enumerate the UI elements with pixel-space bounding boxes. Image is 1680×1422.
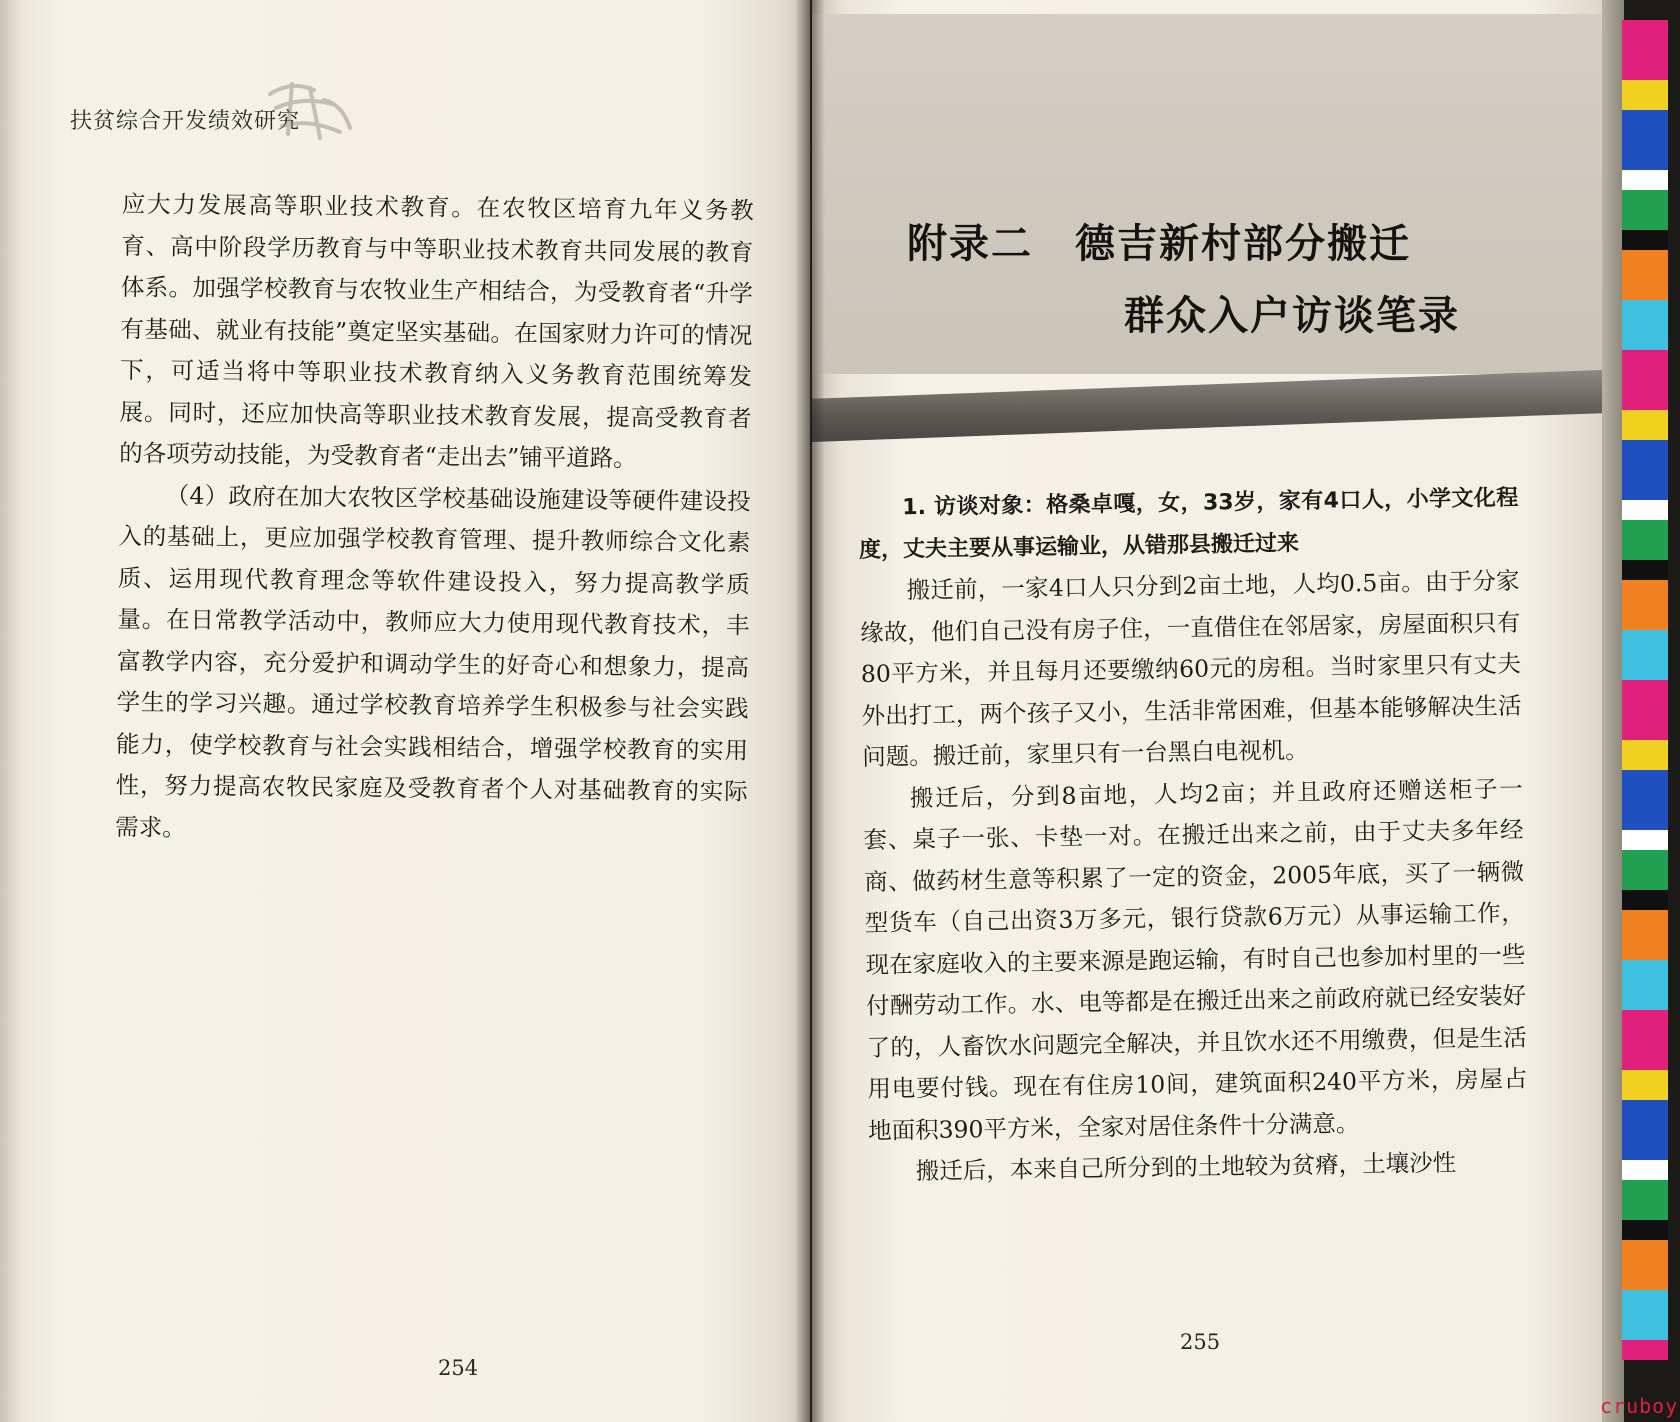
- right-page: [812, 0, 1602, 1422]
- paragraph: 应大力发展高等职业技术教育。在农牧区培育九年义务教育、高中阶段学历教育与中等职业技术教育共同发展的教育体系。加强学校教育与农牧业生产相结合，为受教育者“升学有基础、就业有技能”奠定坚实基础。在国家财力许可的情况下，可适当将中等职业技术教育纳入义务教育范围统筹发展。同时，还应加快高等职业技术教育发展，提高受教育者的各项劳动技能，为受教育者“走出去”铺平道路。: [119, 189, 754, 473]
- appendix-title-line-2: 群众入户访谈笔录: [1124, 293, 1460, 339]
- appendix-title-line-1: 附录二 德吉新村部分搬迁: [907, 221, 1411, 267]
- left-body-text: [115, 184, 754, 855]
- watermark: cruboy: [1600, 1394, 1679, 1418]
- paragraph: 搬迁后，本来自己所分到的土地较为贫瘠，土壤沙性: [915, 1148, 1457, 1186]
- right-body-text: [858, 478, 1529, 1194]
- book-spine-shadow: [795, 0, 825, 1422]
- running-head: 扶贫综合开发绩效研究: [70, 109, 301, 134]
- page-number-left: 254: [438, 1356, 479, 1380]
- paragraph: 搬迁后，分到8亩地，人均2亩；并且政府还赠送柜子一套、桌子一张、卡垫一对。在搬迁出来之前，由于丈夫多年经商、做药材生意等积累了一定的资金，2005年底，买了一辆微型货车（自己出资3万多元，银行贷款6万元）从事运输工作，现在家庭收入的主要来源是跑运输，有时自己也参加村里的一些付酬劳动工作。水、电等都是在搬迁出来之前政府就已经安装好了的，人畜饮水问题完全解决，并且饮水还不用缴费，但是生活用电要付钱。现在有住房10间，建筑面积240平方米，房屋占地面积390平方米，全家对居住条件十分满意。: [863, 774, 1528, 1145]
- color-calibration-strip: [1622, 20, 1668, 1360]
- paragraph: 搬迁前，一家4口人只分到2亩土地，人均0.5亩。由于分家缘故，他们自己没有房子住，一直借住在邻居家，房屋面积只有80平方米，并且每月还要缴纳60元的房租。当时家里只有丈夫外出打工，两个孩子又小，生活非常困难，但基本能够解决生活问题。搬迁前，家里只有一台黑白电视机。: [860, 566, 1522, 771]
- left-page: [0, 0, 810, 1422]
- banner-diagonal-stripe: [812, 370, 1602, 442]
- paragraph: （4）政府在加大农牧区学校基础设施建设等硬件建设投入的基础上，更应加强学校教育管理、提升教师综合文化素质、运用现代教育理念等软件建设投入，努力提高教学质量。在日常教学活动中，教师应大力使用现代教育技术，丰富教学内容，充分爱护和调动学生的好奇心和想象力，提高学生的学习兴趣。通过学校教育培养学生积极参与社会实践能力，使学校教育与社会实践相结合，增强学校教育的实用性，努力提高农牧民家庭及受教育者个人对基础教育的实际需求。: [115, 480, 751, 842]
- interview-heading: 1. 访谈对象：格桑卓嘎，女，33岁，家有4口人，小学文化程度，丈夫主要从事运输业，从错那县搬迁过来: [858, 485, 1519, 563]
- book-right-edge: [1602, 0, 1624, 1422]
- decorative-calligraphy-seal: [262, 74, 357, 146]
- page-number-right: 255: [1180, 1330, 1221, 1354]
